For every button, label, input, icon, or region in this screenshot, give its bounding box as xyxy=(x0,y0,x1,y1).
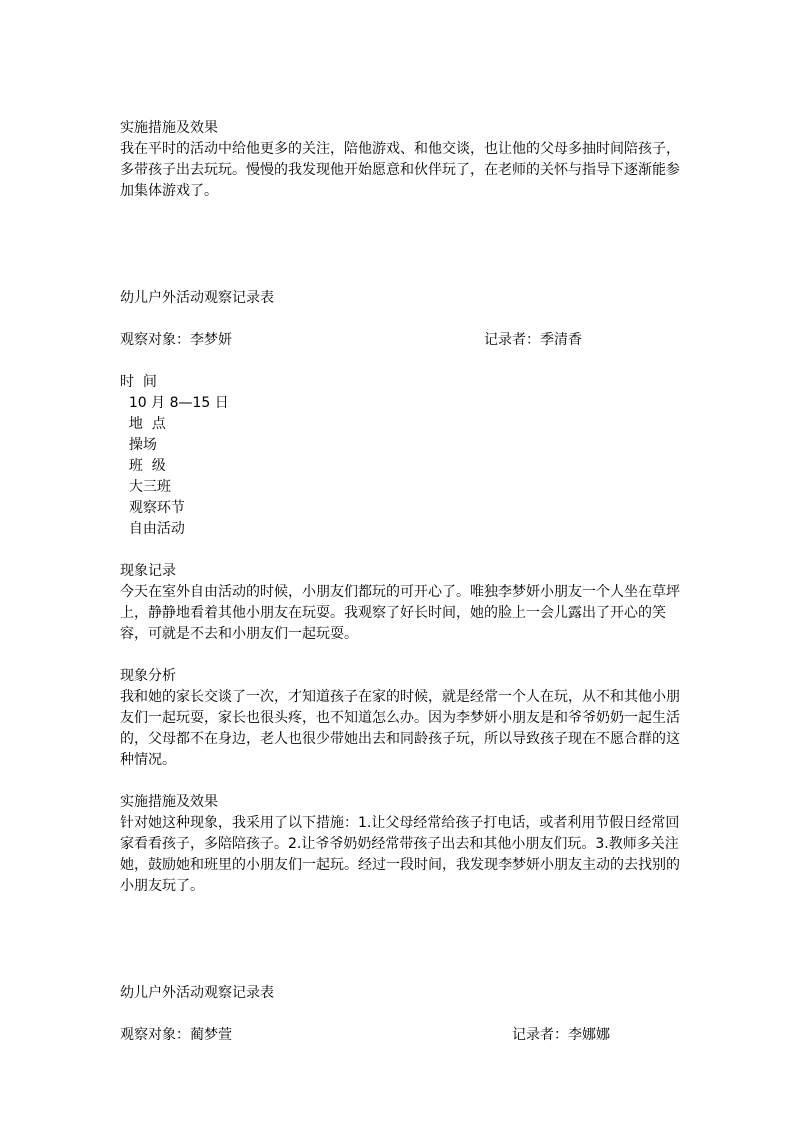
time-label: 时 间 xyxy=(120,374,157,390)
analysis-heading: 现象分析 xyxy=(120,668,176,684)
phenomenon-paragraph: 今天在室外自由活动的时候，小朋友们都玩的可开心了。唯独李梦妍小朋友一个人坐在草坪上，静静地看着其他小朋友在玩耍。我观察了好长时间，她的脸上一会儿露出了开心的笑容，可就是不去和小朋友们一起玩耍。 xyxy=(120,584,680,642)
measures-paragraph: 我在平时的活动中给他更多的关注，陪他游戏、和他交谈，也让他的父母多抽时间陪孩子，多带孩子出去玩玩。慢慢的我发现他开始愿意和伙伴玩了，在老师的关怀与指导下逐渐能参加集体游戏了。 xyxy=(120,141,680,199)
place-label: 地 点 xyxy=(120,416,166,432)
record-title: 幼儿户外活动观察记录表 xyxy=(120,290,274,306)
place-value: 操场 xyxy=(120,437,157,453)
measures-detail-paragraph: 针对她这种现象，我采用了以下措施：1.让父母经常给孩子打电话，或者利用节假日经常回家看看孩子，多陪陪孩子。2.让爷爷奶奶经常带孩子出去和其他小朋友们玩。3.教师多关注她，鼓励她和班里的小朋友们一起玩。经过一段时间，我发现李梦妍小朋友主动的去找别的小朋友玩了。 xyxy=(120,815,680,894)
observation-subject: 观察对象：李梦妍 xyxy=(120,332,232,348)
time-value: 10 月 8—15 日 xyxy=(120,395,229,411)
observation-subject-2: 观察对象：蔺梦萱 xyxy=(120,1027,232,1043)
document-page xyxy=(120,118,680,1046)
recorder-name: 记录者：季清香 xyxy=(484,332,582,348)
observer-row-2 xyxy=(120,1025,680,1046)
record-title-2: 幼儿户外活动观察记录表 xyxy=(120,985,274,1001)
class-label: 班 级 xyxy=(120,458,166,474)
measures-heading: 实施措施及效果 xyxy=(120,794,218,810)
segment-value: 自由活动 xyxy=(120,521,185,537)
recorder-name-2: 记录者：李娜娜 xyxy=(512,1027,610,1043)
observer-row xyxy=(120,330,680,351)
class-value: 大三班 xyxy=(120,479,171,495)
section-heading-measures: 实施措施及效果 xyxy=(120,120,218,136)
phenomenon-heading: 现象记录 xyxy=(120,563,176,579)
analysis-paragraph: 我和她的家长交谈了一次，才知道孩子在家的时候，就是经常一个人在玩，从不和其他小朋友们一起玩耍，家长也很头疼，也不知道怎么办。因为李梦妍小朋友是和爷爷奶奶一起生活的，父母都不在身边，老人也很少带她出去和同龄孩子玩，所以导致孩子现在不愿合群的这种情况。 xyxy=(120,689,680,768)
segment-label: 观察环节 xyxy=(120,500,185,516)
